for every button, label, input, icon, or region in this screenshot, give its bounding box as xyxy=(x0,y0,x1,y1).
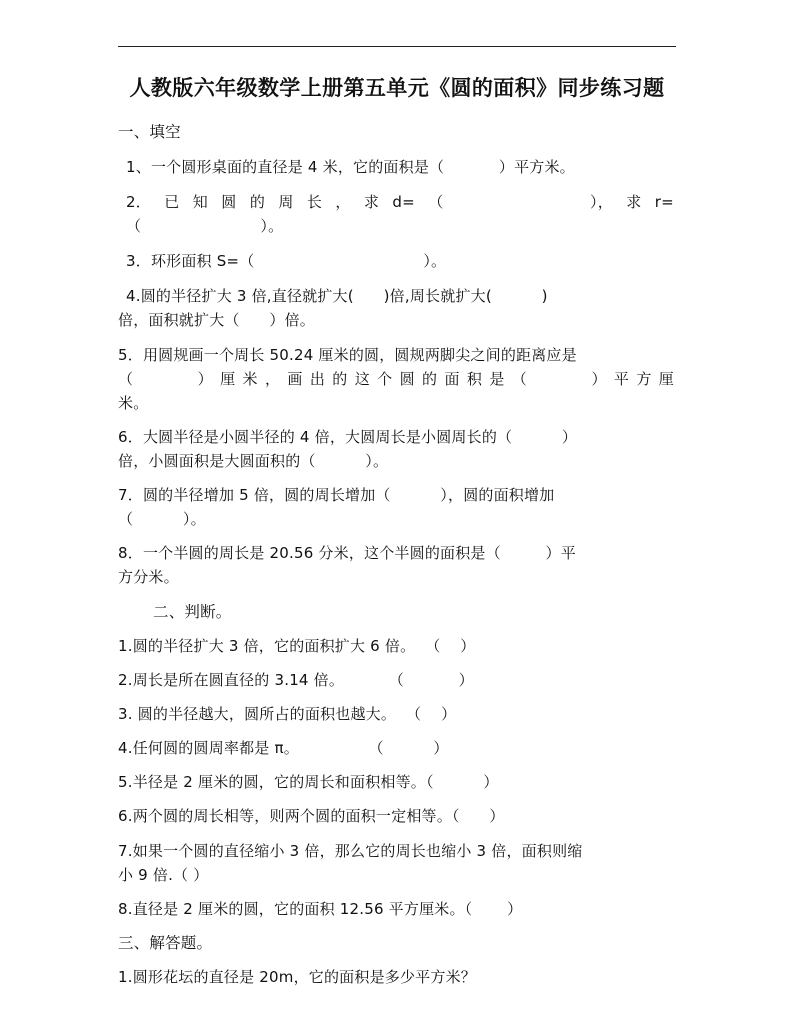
question-1-4-line-1: 4.圆的半径扩大 3 倍,直径就扩大( )倍,周长就扩大( ) xyxy=(126,287,548,305)
judgement-item: 7.如果一个圆的直径缩小 3 倍，那么它的周长也缩小 3 倍，面积则缩 xyxy=(118,842,583,860)
judgement-item: 5.半径是 2 厘米的圆，它的周长和面积相等。（ ） xyxy=(118,773,499,791)
question-1-4-line-2: 倍，面积就扩大（ ）倍。 xyxy=(118,311,316,329)
solve-question-1: 1.圆形花坛的直径是 20m，它的面积是多少平方米？ xyxy=(118,968,476,986)
judgement-item: 4.任何圆的圆周率都是 π。 （ ） xyxy=(118,739,449,757)
question-1-8-line-1: 8．一个半圆的周长是 20.56 分米，这个半圆的面积是（ ）平 xyxy=(118,544,576,562)
header-rule xyxy=(118,46,676,47)
section-heading-fill-blank: 一、填空 xyxy=(118,123,181,141)
question-1-5-line-1: 5．用圆规画一个周长 50.24 厘米的圆，圆规两脚尖之间的距离应是 xyxy=(118,346,577,364)
question-1-8-line-2: 方分米。 xyxy=(118,568,179,586)
judgement-item: 6.两个圆的周长相等，则两个圆的面积一定相等。（ ） xyxy=(118,807,505,825)
question-1-7-line-2: （ ）。 xyxy=(118,510,206,528)
judgement-item-continued: 小 9 倍.（ ） xyxy=(118,866,209,884)
question-1-5-line-2: （ ） 厘 米 ， 画 出 的 这 个 圆 的 面 积 是 （ ） 平 方 厘 xyxy=(118,370,674,388)
question-1-5-line-3: 米。 xyxy=(118,394,149,412)
question-1-7-line-1: 7．圆的半径增加 5 倍，圆的周长增加（ ），圆的面积增加 xyxy=(118,486,555,504)
judgement-item: 3. 圆的半径越大，圆所占的面积也越大。 （ ） xyxy=(118,705,457,723)
judgement-item: 2.周长是所在圆直径的 3.14 倍。 （ ） xyxy=(118,671,474,689)
page-title: 人教版六年级数学上册第五单元《圆的面积》同步练习题 xyxy=(129,75,665,100)
section-heading-solve: 三、解答题。 xyxy=(118,934,213,952)
question-1-6-line-2: 倍，小圆面积是大圆面积的（ ）。 xyxy=(118,452,389,470)
question-1-6-line-1: 6．大圆半径是小圆半径的 4 倍，大圆周长是小圆周长的（ ） xyxy=(118,428,578,446)
section-heading-judgement: 二、判断。 xyxy=(153,603,232,621)
question-1-1: 1、一个圆形桌面的直径是 4 米，它的面积是（ ）平方米。 xyxy=(126,158,575,176)
judgement-item: 8.直径是 2 厘米的圆，它的面积 12.56 平方厘米。（ ） xyxy=(118,900,523,918)
question-1-3: 3．环形面积 S=（ ）。 xyxy=(126,252,447,270)
judgement-item: 1.圆的半径扩大 3 倍，它的面积扩大 6 倍。 （ ） xyxy=(118,637,476,655)
question-1-2-line-1: 2． 已 知 圆 的 周 长 ， 求 d= （ ）， 求 r= xyxy=(126,193,674,211)
question-1-2-line-2: （ ）。 xyxy=(126,217,284,235)
